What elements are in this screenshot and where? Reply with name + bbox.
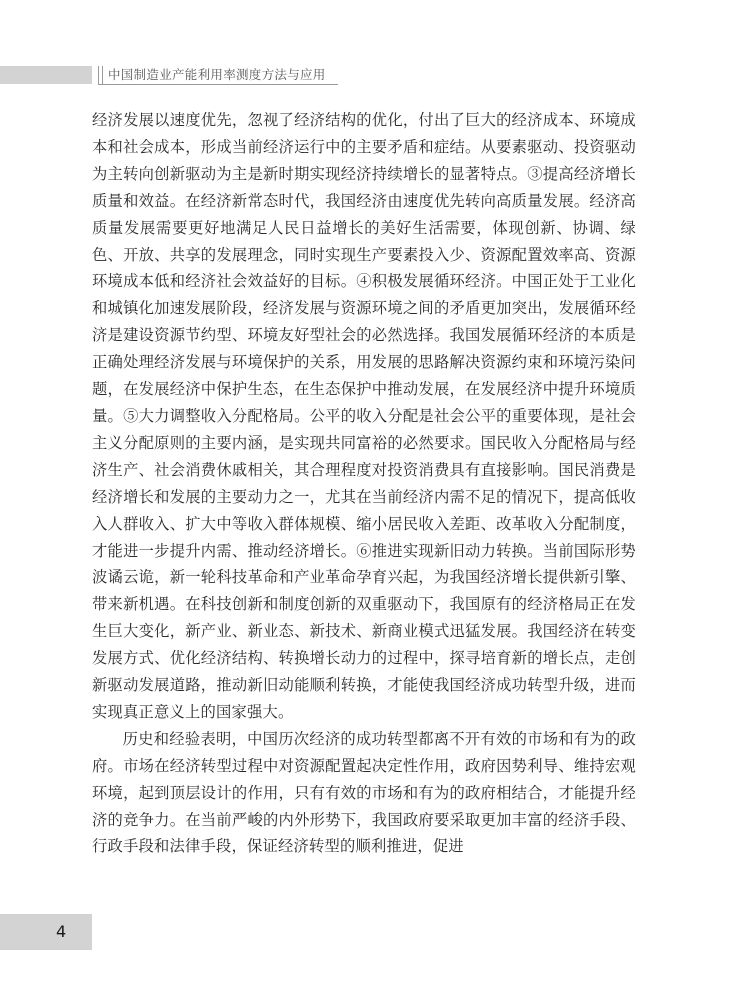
page-number-box — [0, 914, 92, 950]
header-gray-bar — [0, 66, 92, 84]
header-separator — [98, 66, 103, 84]
running-header-title: 中国制造业产能利用率测度方法与应用 — [108, 67, 326, 82]
paragraph-history-experience: 历史和经验表明，中国历次经济的成功转型都离不开有效的市场和有为的政府。市场在经济转型过程中对资源配置起决定性作用，政府因势利导、维持宏观环境，起到顶层设计的作用，只有有效的市场和有为的政府相结合，才能提升经济的竞争力。在当前严峻的内外形势下，我国政府要采取更加丰富的经济手段、行政手段和法律手段，保证经济转型的顺利推进，促进 — [92, 729, 636, 856]
paragraph-continued: 经济发展以速度优先，忽视了经济结构的优化，付出了巨大的经济成本、环境成本和社会成本，形成当前经济运行中的主要矛盾和症结。从要素驱动、投资驱动为主转向创新驱动为主是新时期实现经济持续增长的显著特点。③提高经济增长质量和效益。在经济新常态时代，我国经济由速度优先转向高质量发展。经济高质量发展需要更好地满足人民日益增长的美好生活需要，体现创新、协调、绿色、开放、共享的发展理念，同时实现生产要素投入少、资源配置效率高、资源环境成本低和经济社会效益好的目标。④积极发展循环经济。中国正处于工业化和城镇化加速发展阶段，经济发展与资源环境之间的矛盾更加突出，发展循环经济是建设资源节约型、环境友好型社会的必然选择。我国发展循环经济的本质是正确处理经济发展与环境保护的关系，用发展的思路解决资源约束和环境污染问题，在发展经济中保护生态，在生态保护中推动发展，在发展经济中提升环境质量。⑤大力调整收入分配格局。公平的收入分配是社会公平的重要体现，是社会主义分配原则的主要内涵，是实现共同富裕的必然要求。国民收入分配格局与经济生产、社会消费休戚相关，其合理程度对投资消费具有直接影响。国民消费是经济增长和发展的主要动力之一，尤其在当前经济内需不足的情况下，提高低收入人群收入、扩大中等收入群体规模、缩小居民收入差距、改革收入分配制度，才能进一步提升内需、推动经济增长。⑥推进实现新旧动力转换。当前国际形势波谲云诡，新一轮科技革命和产业革命孕育兴起，为我国经济增长提供新引擎、带来新机遇。在科技创新和制度创新的双重驱动下，我国原有的经济格局正在发生巨大变化，新产业、新业态、新技术、新商业模式迅猛发展。我国经济在转变发展方式、优化经济结构、转换增长动力的过程中，探寻培育新的增长点，走创新驱动发展道路，推动新旧动能顺利转换，才能使我国经济成功转型升级，进而实现真正意义上的国家强大。 — [92, 111, 636, 721]
page-number: 4 — [56, 922, 67, 941]
body-text — [92, 107, 636, 860]
header-underline — [98, 84, 338, 85]
